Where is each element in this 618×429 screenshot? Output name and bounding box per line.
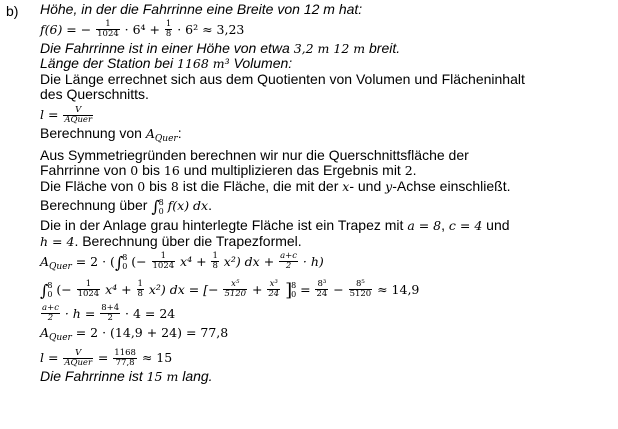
fraction: $\frac{1}{8}$ <box>137 279 143 300</box>
fraction: $\frac{V}{\text{AQuer}}$ <box>64 104 93 125</box>
line-area-heading: Berechnung von $A_{Quer}$: <box>40 124 182 144</box>
line-trapezoid-2: h = 4. Berechnung über die Trapezformel. <box>40 232 302 249</box>
fraction: $\frac{1}{8}$ <box>165 19 172 40</box>
line-length-result: l = $\frac{V}{\text{AQuer}}$ = $\frac{1168}{77,8}$ ≈ 15 <box>40 347 173 368</box>
line-explanation-2: des Querschnitts. <box>40 86 149 103</box>
fraction: $\frac{\text{x³}}{24}$ <box>268 279 280 300</box>
line-symmetry-1: Aus Symmetriegründen berechnen wir nur die Querschnittsfläche der <box>40 146 469 163</box>
line-width-height: Höhe, in der die Fahrrinne eine Breite von 12 m hat: <box>40 1 363 17</box>
fraction: $\frac{1}{1024}$ <box>97 19 119 40</box>
task-label: b) <box>6 3 19 19</box>
fraction: $\frac{\text{8³}}{24}$ <box>316 279 328 300</box>
line-f6-calc: f(6) = − $\frac{1}{1024}$ · 6⁴ + $\frac{1}{8}$ · 6² ≈ 3,23 <box>40 19 245 40</box>
line-integral-evaluation: ∫ 8 0 (− $\frac{1}{1024}$ x⁴ + $\frac{1}{8}$ x²) dx = [− $\frac{\text{x⁵}}{5120}$ + $\frac{\text{x³}}{24}$ ] 8 0 = $\frac{\text{8³}}{24}$ − $\frac{\text{8⁵}}{5120}$ ≈ 14,9 <box>40 279 420 301</box>
fraction: $\frac{\text{8⁵}}{5120}$ <box>349 279 372 300</box>
line-final-answer: Die Fahrrinne ist 15 m lang. <box>40 368 213 385</box>
line-integral-method: Berechnung über ∫ 8 0 f(x) dx. <box>40 197 212 217</box>
solution-content <box>40 2 615 385</box>
line-station-length: Länge der Station bei 1168 m³ Volumen: <box>40 55 293 72</box>
fraction: $\frac{1168}{77,8}$ <box>114 347 136 368</box>
line-trapezoid-1: Die in der Anlage grau hinterlegte Fläche ist ein Trapez mit a = 8, c = 4 und <box>40 217 510 234</box>
line-area-result: $A_{Quer} = 2 \cdot (14,9 + 24) = 77,8$ <box>40 324 229 343</box>
line-height-result: Die Fahrrinne ist in einer Höhe von etwa 3,2 m 12 m breit. <box>40 39 401 56</box>
fraction: $\frac{a+c}{2}$ <box>280 251 298 272</box>
fraction: $\frac{\text{x⁵}}{5120}$ <box>224 279 247 300</box>
line-area-description: Die Fläche von 0 bis 8 ist die Fläche, die mit der x- und y-Achse einschließt. <box>40 177 511 194</box>
fraction: $\frac{a+c}{2}$ <box>42 303 59 324</box>
fraction: $\frac{1}{1024}$ <box>152 251 175 272</box>
line-trapezoid-area: $\frac{a+c}{2}$ · h = $\frac{8+4}{2}$ · 4 = 24 <box>42 303 176 324</box>
fraction: $\frac{8+4}{2}$ <box>101 303 120 324</box>
line-symmetry-2: Fahrrinne von 0 bis 16 und multiplizieren das Ergebnis mit 2. <box>40 162 417 179</box>
line-explanation-1: Die Länge errechnet sich aus dem Quotienten von Volumen und Flächeninhalt <box>40 70 525 87</box>
line-area-formula: $A_{Quer} = 2$ · (∫ 8 0 (− $\frac{1}{1024}$ x⁴ + $\frac{1}{8}$ x²) dx + $\frac{a+c}{2}$ · h) <box>40 251 324 272</box>
fraction: $\frac{1}{8}$ <box>212 251 218 272</box>
fraction: $\frac{1}{1024}$ <box>77 279 100 300</box>
line-length-formula: l = $\frac{V}{\text{AQuer}}$ <box>40 104 93 125</box>
fraction: $\frac{V}{\text{AQuer}}$ <box>64 347 93 368</box>
